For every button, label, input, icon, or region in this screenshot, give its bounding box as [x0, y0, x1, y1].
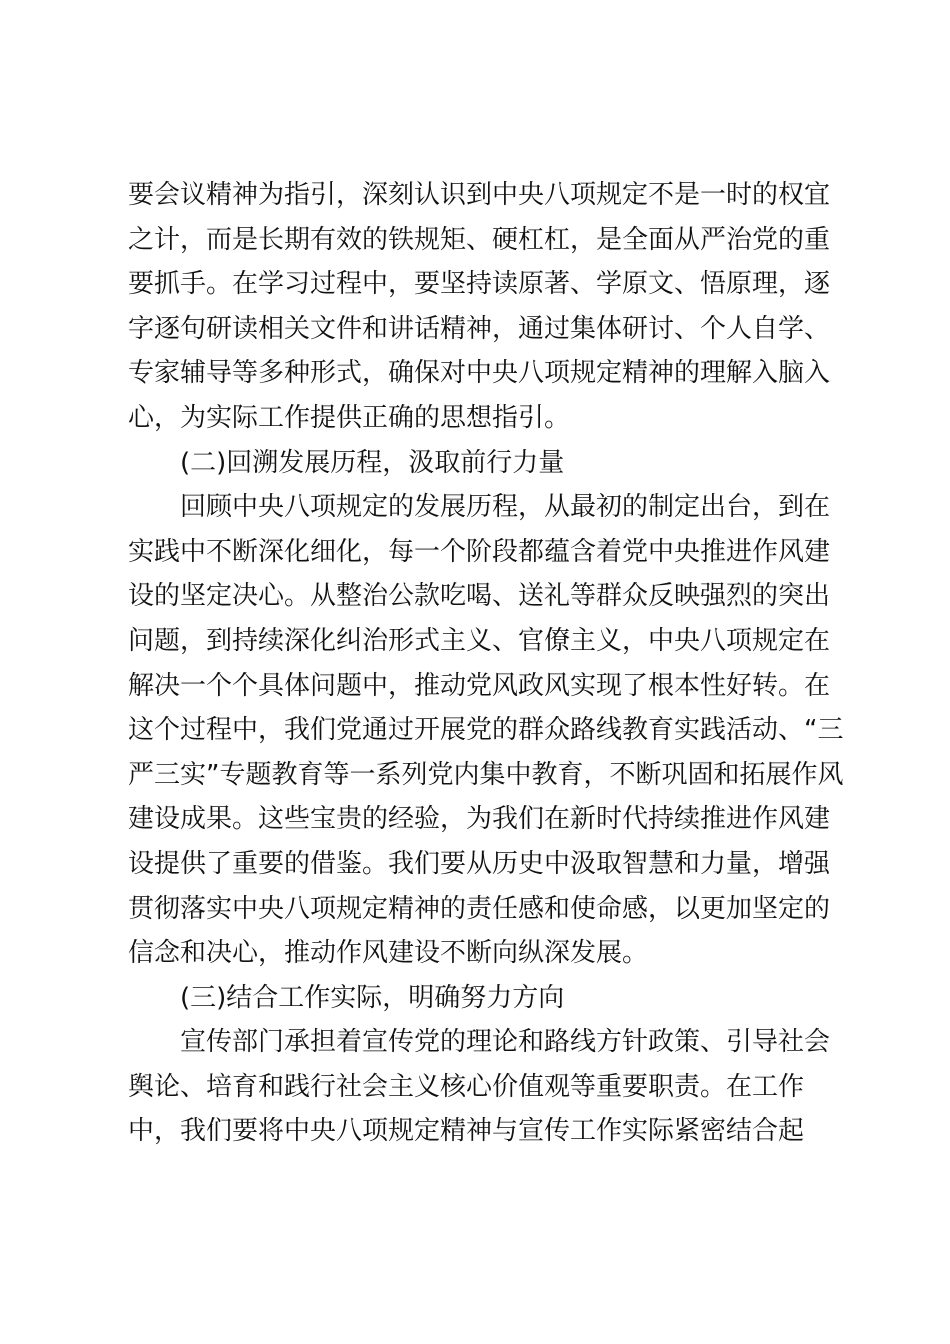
- text-line: 建设成果。这些宝贵的经验，为我们在新时代持续推进作风建: [128, 804, 831, 835]
- text-line: 舆论、培育和践行社会主义核心价值观等重要职责。在工作: [128, 1071, 805, 1102]
- text-line: 回顾中央八项规定的发展历程，从最初的制定出台，到在: [180, 492, 831, 523]
- text-line: 实践中不断深化细化，每一个阶段都蕴含着党中央推进作风建: [128, 536, 831, 567]
- text-line: 贯彻落实中央八项规定精神的责任感和使命感，以更加坚定的: [128, 893, 831, 924]
- text-line: 问题，到持续深化纠治形式主义、官僚主义，中央八项规定在: [128, 625, 831, 656]
- section-heading-3: (三)结合工作实际，明确努力方向: [180, 982, 565, 1013]
- section-heading-2: (二)回溯发展历程，汲取前行力量: [180, 447, 565, 478]
- text-line: 专家辅导等多种形式，确保对中央八项规定精神的理解入脑入: [128, 358, 831, 389]
- text-line: 之计，而是长期有效的铁规矩、硬杠杠，是全面从严治党的重: [128, 224, 831, 255]
- text-line: 要抓手。在学习过程中，要坚持读原著、学原文、悟原理，逐: [128, 269, 831, 300]
- text-line: 信念和决心，推动作风建设不断向纵深发展。: [128, 938, 649, 969]
- text-line: 心，为实际工作提供正确的思想指引。: [128, 402, 571, 433]
- text-line: 设的坚定决心。从整治公款吃喝、送礼等群众反映强烈的突出: [128, 581, 831, 612]
- text-line: 设提供了重要的借鉴。我们要从历史中汲取智慧和力量，增强: [128, 848, 831, 879]
- text-line: 解决一个个具体问题中，推动党风政风实现了根本性好转。在: [128, 670, 831, 701]
- text-line: 字逐句研读相关文件和讲话精神，通过集体研讨、个人自学、: [128, 313, 831, 344]
- text-line: 要会议精神为指引，深刻认识到中央八项规定不是一时的权宜: [128, 180, 831, 210]
- text-line: 这个过程中，我们党通过开展党的群众路线教育实践活动、“三: [128, 715, 844, 746]
- text-line: 宣传部门承担着宣传党的理论和路线方针政策、引导社会: [180, 1027, 831, 1058]
- text-line: 严三实”专题教育等一系列党内集中教育，不断巩固和拓展作风: [128, 759, 844, 790]
- text-line: 中，我们要将中央八项规定精神与宣传工作实际紧密结合起: [128, 1116, 805, 1147]
- document-body: [128, 173, 844, 1154]
